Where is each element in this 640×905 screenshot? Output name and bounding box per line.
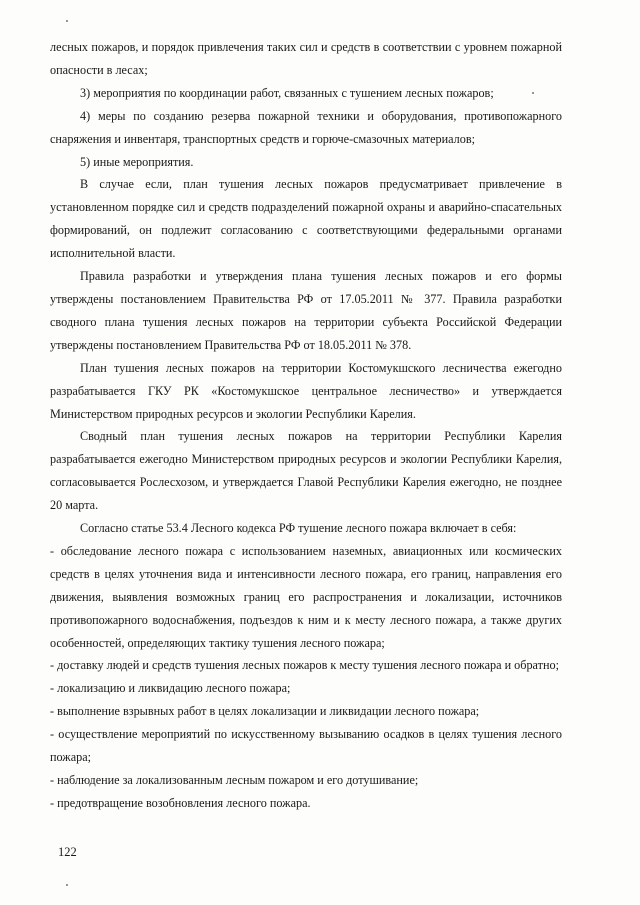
bullet-item: - обследование лесного пожара с использованием наземных, авиационных или космических средств в целях уточнения вида и интенсивности лесного пожара, его границ, направления его движения, выявления возможных границ его распространения и локализации, источников противопожарного водоснабжения, подъездов к ним и к месту лесного пожара, а также других особенностей, определяющих тактику тушения лесного пожара; bbox=[50, 543, 562, 650]
paragraph-article-intro: Согласно статье 53.4 Лесного кодекса РФ тушение лесного пожара включает в себя: bbox=[80, 521, 517, 536]
paragraph-rules: Правила разработки и утверждения плана тушения лесных пожаров и его формы утверждены постановлением Правительства РФ от 17.05.2011 № 377. Правила разработки сводного плана тушения лесных пожаров на территории субъекта Российской Федерации утверждены постановлением Правительства РФ от 18.05.2011 № 378. bbox=[50, 269, 562, 352]
paragraph-summary-plan: Сводный план тушения лесных пожаров на территории Республики Карелия разрабатывается ежегодно Министерством природных ресурсов и экологии Республики Карелия, согласовывается Рослесхозом, и утверждается Главой Республики Карелия ежегодно, не позднее 20 марта. bbox=[50, 429, 562, 513]
scan-speck bbox=[66, 20, 68, 22]
bullet-item: - осуществление мероприятий по искусственному вызыванию осадков в целях тушения лесного пожара; bbox=[50, 727, 562, 765]
paragraph-continuation: лесных пожаров, и порядок привлечения таких сил и средств в соответствии с уровнем пожарной опасности в лесах; bbox=[50, 40, 562, 77]
bullet-item: - выполнение взрывных работ в целях локализации и ликвидации лесного пожара; bbox=[50, 704, 480, 719]
scan-speck bbox=[532, 92, 534, 94]
bullet-item: - локализацию и ликвидацию лесного пожара; bbox=[50, 681, 291, 696]
paragraph-local-plan: План тушения лесных пожаров на территории Костомукшского лесничества ежегодно разрабатывается ГКУ РК «Костомукшское центральное лесничество» и утверждается Министерством природных ресурсов и экологии Республики Карелия. bbox=[50, 360, 562, 421]
bullet-item: - предотвращение возобновления лесного пожара. bbox=[50, 795, 311, 810]
bullet-item: - доставку людей и средств тушения лесных пожаров к месту тушения лесного пожара и обратно; bbox=[50, 658, 559, 673]
page-number: 122 bbox=[58, 845, 77, 859]
document-body bbox=[50, 36, 562, 815]
scan-speck bbox=[66, 884, 68, 886]
paragraph-coordination: В случае если, план тушения лесных пожаров предусматривает привлечение в установленном порядке сил и средств подразделений пожарной охраны и аварийно-спасательных формирований, он подлежит согласованию с соответствующими федеральными органами исполнительной власти. bbox=[50, 177, 562, 261]
list-item-4: 4) меры по созданию резерва пожарной техники и оборудования, противопожарного снаряжения и инвентаря, транспортных средств и горюче-смазочных материалов; bbox=[50, 108, 562, 146]
list-item-5: 5) иные мероприятия. bbox=[80, 154, 194, 169]
bullet-item: - наблюдение за локализованным лесным пожаром и его дотушивание; bbox=[50, 773, 419, 787]
list-item-3: 3) мероприятия по координации работ, связанных с тушением лесных пожаров; bbox=[80, 85, 494, 100]
